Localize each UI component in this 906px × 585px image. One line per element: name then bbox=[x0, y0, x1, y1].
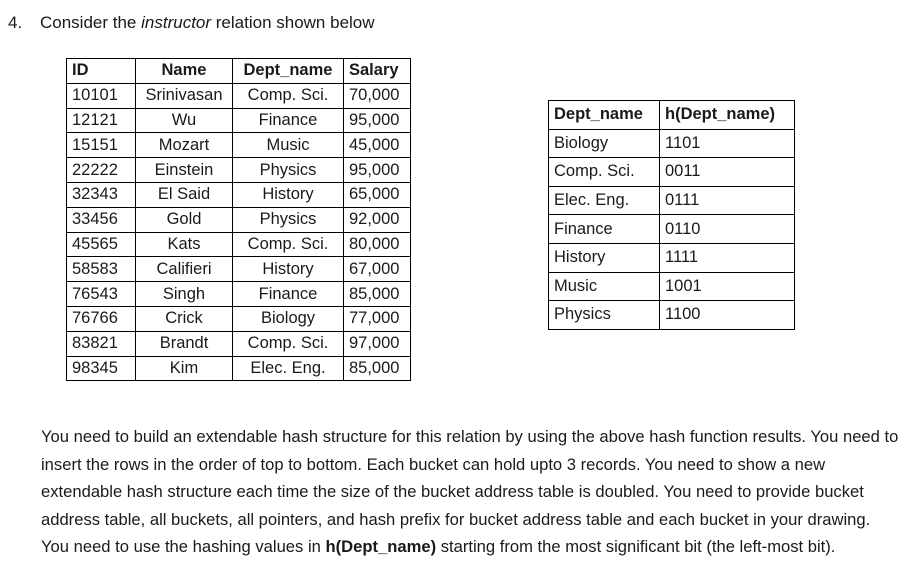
table-cell: Music bbox=[549, 272, 660, 301]
table-row bbox=[67, 257, 411, 282]
table-cell: 97,000 bbox=[344, 331, 411, 356]
table-row bbox=[549, 215, 795, 244]
table-cell: 33456 bbox=[67, 207, 136, 232]
table-row bbox=[67, 83, 411, 108]
table-cell: 15151 bbox=[67, 133, 136, 158]
table-row bbox=[67, 282, 411, 307]
table-cell: Elec. Eng. bbox=[549, 186, 660, 215]
table-cell: Singh bbox=[136, 282, 233, 307]
table-cell: 22222 bbox=[67, 158, 136, 183]
table-cell: History bbox=[549, 243, 660, 272]
table-cell: 76766 bbox=[67, 306, 136, 331]
table-cell: 1111 bbox=[660, 243, 795, 272]
table-cell: History bbox=[233, 257, 344, 282]
table-row bbox=[549, 186, 795, 215]
table-cell: Mozart bbox=[136, 133, 233, 158]
table-row bbox=[549, 129, 795, 158]
table-cell: Physics bbox=[233, 207, 344, 232]
hash-function-term: h(Dept_name) bbox=[325, 537, 437, 557]
table-row bbox=[67, 331, 411, 356]
instructor-table bbox=[66, 58, 411, 381]
table-cell: Brandt bbox=[136, 331, 233, 356]
table-row bbox=[67, 182, 411, 207]
table-cell: Gold bbox=[136, 207, 233, 232]
table-cell: 65,000 bbox=[344, 182, 411, 207]
table-cell: 77,000 bbox=[344, 306, 411, 331]
table-cell: 1101 bbox=[660, 129, 795, 158]
table-cell: 0111 bbox=[660, 186, 795, 215]
column-header: ID bbox=[67, 59, 136, 84]
table-cell: Finance bbox=[233, 282, 344, 307]
column-header: Salary bbox=[344, 59, 411, 84]
table-cell: 98345 bbox=[67, 356, 136, 381]
instructions-text: You need to build an extendable hash structure for this relation by using the above hash function results. You need to insert the rows in the order of top to bottom. Each bucket can hold upto 3 records. You need to show a new extendable hash structure each time the size of the bucket address table is doubled. You need to provide bucket address table, all buckets, all pointers, and hash prefix for bucket address table and each bucket in your drawing. You need to use the hashing values in bbox=[41, 427, 899, 557]
table-row bbox=[549, 301, 795, 330]
table-cell: Comp. Sci. bbox=[233, 331, 344, 356]
table-cell: Comp. Sci. bbox=[233, 83, 344, 108]
table-header-row bbox=[67, 59, 411, 84]
question-prefix: Consider the bbox=[40, 13, 142, 32]
table-header-row bbox=[549, 101, 795, 130]
table-cell: Comp. Sci. bbox=[549, 158, 660, 187]
column-header: Dept_name bbox=[549, 101, 660, 130]
table-cell: Califieri bbox=[136, 257, 233, 282]
table-row bbox=[549, 158, 795, 187]
table-cell: 0011 bbox=[660, 158, 795, 187]
table-cell: 83821 bbox=[67, 331, 136, 356]
table-row bbox=[67, 158, 411, 183]
table-cell: Elec. Eng. bbox=[233, 356, 344, 381]
column-header: Dept_name bbox=[233, 59, 344, 84]
table-body bbox=[67, 83, 411, 381]
table-row bbox=[67, 108, 411, 133]
table-body bbox=[549, 129, 795, 329]
question-number: 4. bbox=[8, 13, 23, 32]
table-cell: 45,000 bbox=[344, 133, 411, 158]
table-cell: Finance bbox=[233, 108, 344, 133]
table-cell: 32343 bbox=[67, 182, 136, 207]
table-cell: 12121 bbox=[67, 108, 136, 133]
table-cell: Crick bbox=[136, 306, 233, 331]
table-row bbox=[67, 133, 411, 158]
table-cell: 58583 bbox=[67, 257, 136, 282]
question-suffix: relation shown below bbox=[211, 13, 375, 32]
table-row bbox=[549, 272, 795, 301]
table-cell: 67,000 bbox=[344, 257, 411, 282]
hash-function-table bbox=[548, 100, 795, 330]
table-row bbox=[67, 356, 411, 381]
table-cell: Finance bbox=[549, 215, 660, 244]
table-cell: Einstein bbox=[136, 158, 233, 183]
table-cell: 1001 bbox=[660, 272, 795, 301]
column-header: Name bbox=[136, 59, 233, 84]
table-cell: Wu bbox=[136, 108, 233, 133]
table-cell: 45565 bbox=[67, 232, 136, 257]
instructions-paragraph bbox=[41, 423, 901, 561]
table-cell: 1100 bbox=[660, 301, 795, 330]
table-cell: 10101 bbox=[67, 83, 136, 108]
question-heading bbox=[8, 13, 375, 33]
table-row bbox=[67, 306, 411, 331]
table-cell: Biology bbox=[549, 129, 660, 158]
table-cell: El Said bbox=[136, 182, 233, 207]
relation-name: instructor bbox=[141, 13, 212, 32]
table-cell: Comp. Sci. bbox=[233, 232, 344, 257]
table-cell: 92,000 bbox=[344, 207, 411, 232]
table-row bbox=[67, 232, 411, 257]
table-cell: 76543 bbox=[67, 282, 136, 307]
table-cell: 85,000 bbox=[344, 282, 411, 307]
table-cell: 95,000 bbox=[344, 108, 411, 133]
table-cell: 70,000 bbox=[344, 83, 411, 108]
table-cell: Physics bbox=[549, 301, 660, 330]
table-cell: Srinivasan bbox=[136, 83, 233, 108]
table-row bbox=[67, 207, 411, 232]
table-row bbox=[549, 243, 795, 272]
table-cell: 80,000 bbox=[344, 232, 411, 257]
table-cell: Biology bbox=[233, 306, 344, 331]
table-cell: History bbox=[233, 182, 344, 207]
table-cell: Physics bbox=[233, 158, 344, 183]
column-header: h(Dept_name) bbox=[660, 101, 795, 130]
table-cell: Music bbox=[233, 133, 344, 158]
instructions-text-end: starting from the most significant bit (the left-most bit). bbox=[436, 537, 836, 557]
table-cell: 85,000 bbox=[344, 356, 411, 381]
table-cell: Kats bbox=[136, 232, 233, 257]
table-cell: 95,000 bbox=[344, 158, 411, 183]
table-cell: Kim bbox=[136, 356, 233, 381]
table-cell: 0110 bbox=[660, 215, 795, 244]
